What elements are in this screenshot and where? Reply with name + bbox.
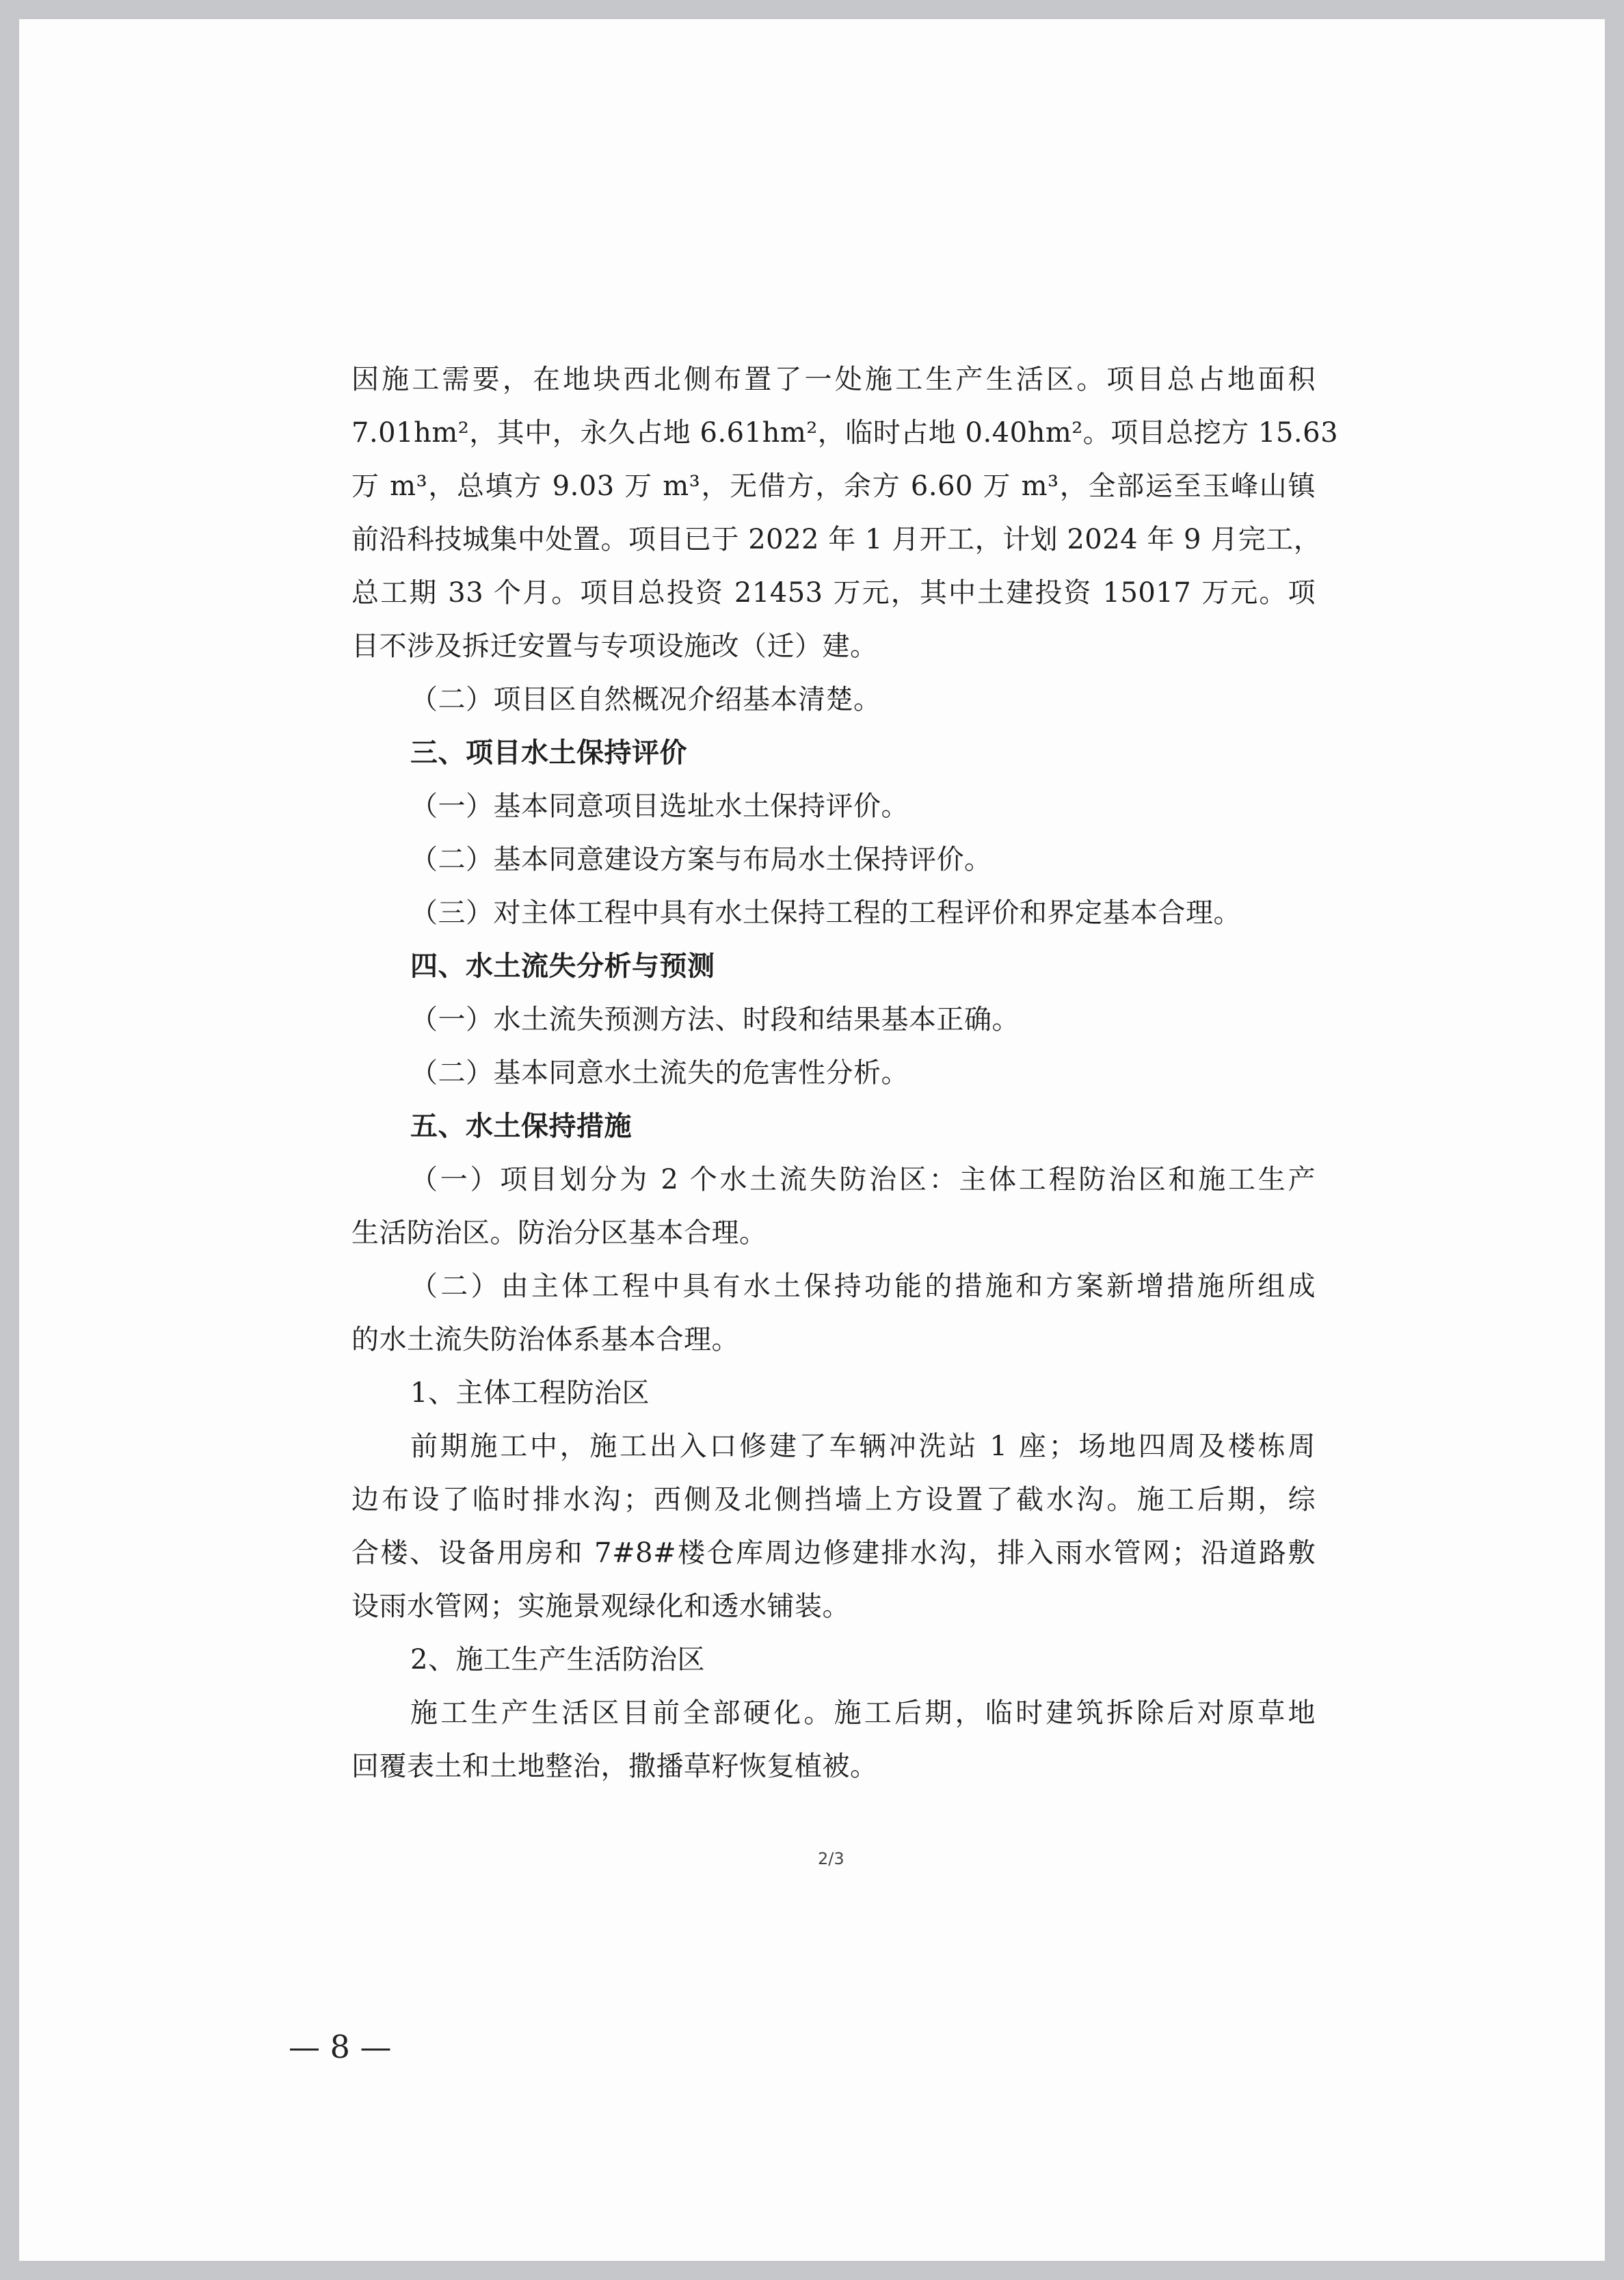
paragraph-line: 设雨水管网；实施景观绿化和透水铺装。: [351, 1591, 850, 1622]
list-item: （一）项目划分为 2 个水土流失防治区：主体工程防治区和施工生产: [410, 1164, 1316, 1195]
paragraph-line: 施工生产生活区目前全部硬化。施工后期，临时建筑拆除后对原草地: [410, 1697, 1316, 1729]
list-item: （三）对主体工程中具有水土保持工程的工程评价和界定基本合理。: [410, 897, 1241, 929]
list-item: （二）基本同意建设方案与布局水土保持评价。: [410, 844, 992, 875]
paragraph-line: 万 m³，总填方 9.03 万 m³，无借方，余方 6.60 万 m³，全部运至玉峰山镇: [351, 470, 1316, 502]
document-body: [351, 353, 1339, 1793]
document-page: [19, 19, 1605, 2261]
paragraph-line: 合楼、设备用房和 7#8#楼仓库周边修建排水沟，排入雨水管网；沿道路敷: [351, 1537, 1316, 1569]
paragraph-line: 前期施工中，施工出入口修建了车辆冲洗站 1 座；场地四周及楼栋周: [410, 1431, 1316, 1462]
paragraph-line: 总工期 33 个月。项目总投资 21453 万元，其中土建投资 15017 万元。项: [351, 577, 1316, 609]
paragraph-line: 的水土流失防治体系基本合理。: [351, 1324, 739, 1355]
paragraph-line: 因施工需要，在地块西北侧布置了一处施工生产生活区。项目总占地面积: [351, 364, 1316, 395]
paragraph-line: 7.01hm²，其中，永久占地 6.61hm²，临时占地 0.40hm²。项目总挖方 15.63: [351, 417, 1339, 449]
list-item: （二）项目区自然概况介绍基本清楚。: [410, 684, 881, 715]
list-item: （二）由主体工程中具有水土保持功能的措施和方案新增措施所组成: [410, 1271, 1316, 1302]
paragraph-line: 生活防治区。防治分区基本合理。: [351, 1217, 767, 1249]
list-item: （一）水土流失预测方法、时段和结果基本正确。: [410, 1004, 1020, 1035]
paragraph-line: 边布设了临时排水沟；西侧及北侧挡墙上方设置了截水沟。施工后期，综: [351, 1484, 1316, 1515]
subsection-heading: 2、施工生产生活防治区: [410, 1644, 705, 1675]
list-item: （二）基本同意水土流失的危害性分析。: [410, 1057, 909, 1089]
section-heading: 三、项目水土保持评价: [410, 737, 687, 769]
page-number: — 8 —: [289, 2028, 392, 2065]
list-item: （一）基本同意项目选址水土保持评价。: [410, 791, 909, 822]
paragraph-line: 目不涉及拆迁安置与专项设施改（迁）建。: [351, 631, 878, 662]
folio: 2/3: [818, 1849, 844, 1868]
paragraph-line: 回覆表土和土地整治，撒播草籽恢复植被。: [351, 1751, 878, 1782]
section-heading: 四、水土流失分析与预测: [410, 951, 715, 982]
section-heading: 五、水土保持措施: [410, 1111, 632, 1142]
paragraph-line: 前沿科技城集中处置。项目已于 2022 年 1 月开工，计划 2024 年 9 月完工，: [351, 524, 1322, 555]
subsection-heading: 1、主体工程防治区: [410, 1377, 650, 1409]
